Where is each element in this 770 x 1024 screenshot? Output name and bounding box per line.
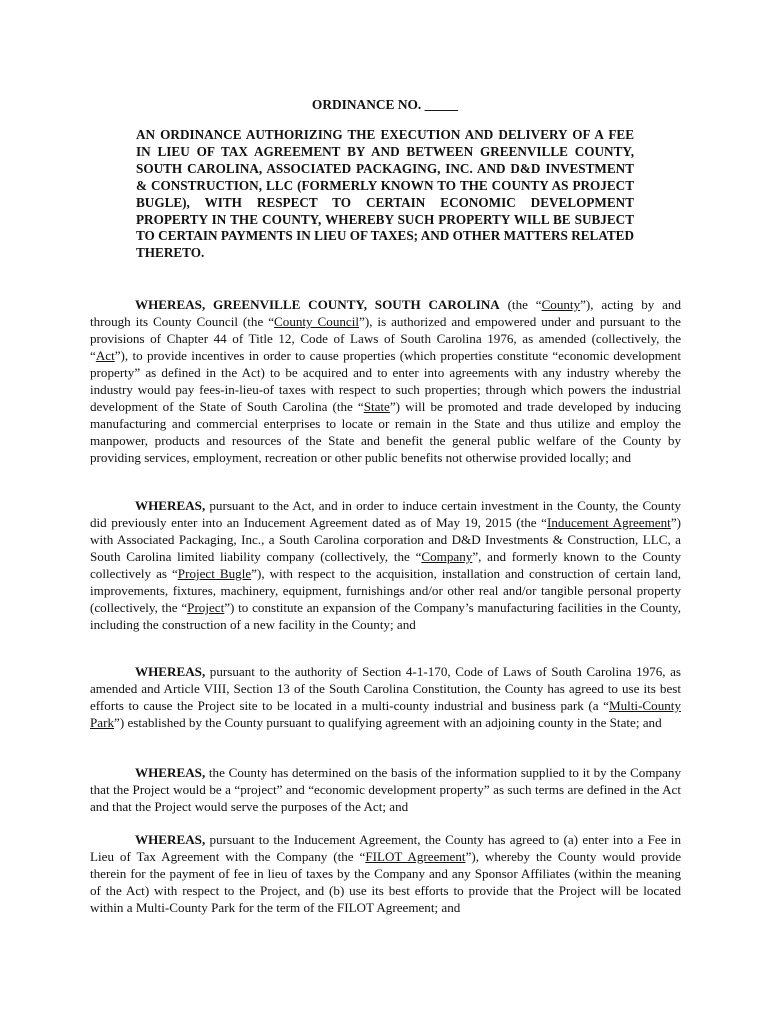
paragraph-text: ”) established by the County pursuant to qualifying agreement with an adjoining county in the State; and — [114, 715, 662, 730]
paragraph-text: ”), whereby the County would provide therein for the payment of fee in lieu of taxes by the Company and any Sponsor Affiliates (within the meaning of the Act) with respect to the Project, and (b) use its best efforts to provide that the Project will be located within a Multi-County Park for the term of the FILOT Agreement; and — [90, 849, 682, 915]
defined-term-project-bugle: Project Bugle — [177, 566, 252, 581]
defined-term-multi-county-park: Multi-County Park — [90, 698, 681, 730]
paragraph-text: pursuant to the authority of Section 4-1-170, Code of Laws of South Carolina 1976, as amended and Article VIII, Section 13 of the South Carolina Constitution, the County has agreed to use its best efforts to cause the Project site to be located in a multi-county industrial and business park (a “ — [90, 664, 681, 713]
paragraph-text: ”, and formerly known to the County collectively as “ — [90, 549, 681, 581]
ordinance-number-heading: ORDINANCE NO. _____ — [311, 97, 459, 112]
whereas-lead: WHEREAS, — [135, 765, 206, 780]
paragraph-text: ”), is authorized and empowered under and pursuant to the provisions of Chapter 44 of Title 12, Code of Laws of South Carolina 1976, as amended (collectively, the “ — [90, 314, 681, 363]
whereas-paragraph-3 — [90, 663, 681, 731]
paragraph-text: ”), acting by and through its County Council (the “ — [90, 297, 682, 329]
whereas-lead: WHEREAS, — [135, 832, 206, 847]
defined-term-project: Project — [187, 600, 225, 615]
paragraph-text: ”), with respect to the acquisition, installation and construction of certain land, improvements, fixtures, machinery, equipment, furnishings and/or other real and/or tangible personal property (collectively, the “ — [90, 566, 682, 615]
paragraph-text: ”), to provide incentives in order to cause properties (which properties constitute “economic development property” as defined in the Act) to be acquired and to enter into agreements with any industry whereby the industry would pay fees-in-lieu-of taxes with respect to such properties; through which powers the industrial development of the State of South Carolina (the “ — [90, 348, 681, 414]
whereas-paragraph-4 — [90, 764, 681, 815]
defined-term-act: Act — [95, 348, 115, 363]
defined-term-filot-agreement: FILOT Agreement — [365, 849, 466, 864]
paragraph-text: the County has determined on the basis of the information supplied to it by the Company that the Project would be a “project” and “economic development property” as such terms are defined in the Act and that the Project would serve the purposes of the Act; and — [90, 765, 681, 814]
defined-term-inducement-agreement: Inducement Agreement — [546, 515, 671, 530]
paragraph-text: (the “ — [499, 297, 542, 312]
ordinance-title: AN ORDINANCE AUTHORIZING THE EXECUTION AND DELIVERY OF A FEE IN LIEU OF TAX AGREEMENT BY AND BETWEEN GREENVILLE COUNTY, SOUTH CAROLINA, ASSOCIATED PACKAGING, INC. AND D&D INVESTMENT & CONSTRUCTION, LLC (FORMERLY KNOWN TO THE COUNTY AS PROJECT BUGLE), WITH RESPECT TO CERTAIN ECONOMIC DEVELOPMENT PROPERTY IN THE COUNTY, WHEREBY SUCH PROPERTY WILL BE SUBJECT TO CERTAIN PAYMENTS IN LIEU OF TAXES; AND OTHER MATTERS RELATED THERETO. — [136, 127, 634, 261]
paragraph-text: pursuant to the Act, and in order to induce certain investment in the County, the County did previously enter into an Inducement Agreement dated as of May 19, 2015 (the “ — [90, 498, 681, 530]
defined-term-county-council: County Council — [274, 314, 360, 329]
defined-term-county: County — [541, 297, 581, 312]
whereas-lead: WHEREAS, — [135, 498, 206, 513]
defined-term-state: State — [363, 399, 390, 414]
whereas-paragraph-1 — [90, 296, 681, 466]
whereas-lead: WHEREAS, GREENVILLE COUNTY, SOUTH CAROLINA — [135, 297, 500, 312]
paragraph-text: pursuant to the Inducement Agreement, the County has agreed to (a) enter into a Fee in Lieu of Tax Agreement with the Company (the “ — [90, 832, 681, 864]
whereas-paragraph-2 — [90, 497, 681, 633]
whereas-paragraph-5 — [90, 831, 681, 916]
defined-term-company: Company — [421, 549, 473, 564]
paragraph-text: ”) will be promoted and trade developed by inducing manufacturing and commercial enterprises to locate or remain in the State and thus utilize and employ the manpower, products and resources of the State and benefit the general public welfare of the County by providing services, employment, recreation or other public benefits not otherwise provided locally; and — [90, 399, 681, 465]
paragraph-text: ”) with Associated Packaging, Inc., a South Carolina corporation and D&D Investments & Construction, LLC, a South Carolina limited liability company (collectively, the “ — [90, 515, 681, 564]
paragraph-text: ”) to constitute an expansion of the Company’s manufacturing facilities in the County, including the construction of a new facility in the County; and — [90, 600, 681, 632]
whereas-lead: WHEREAS, — [135, 664, 206, 679]
